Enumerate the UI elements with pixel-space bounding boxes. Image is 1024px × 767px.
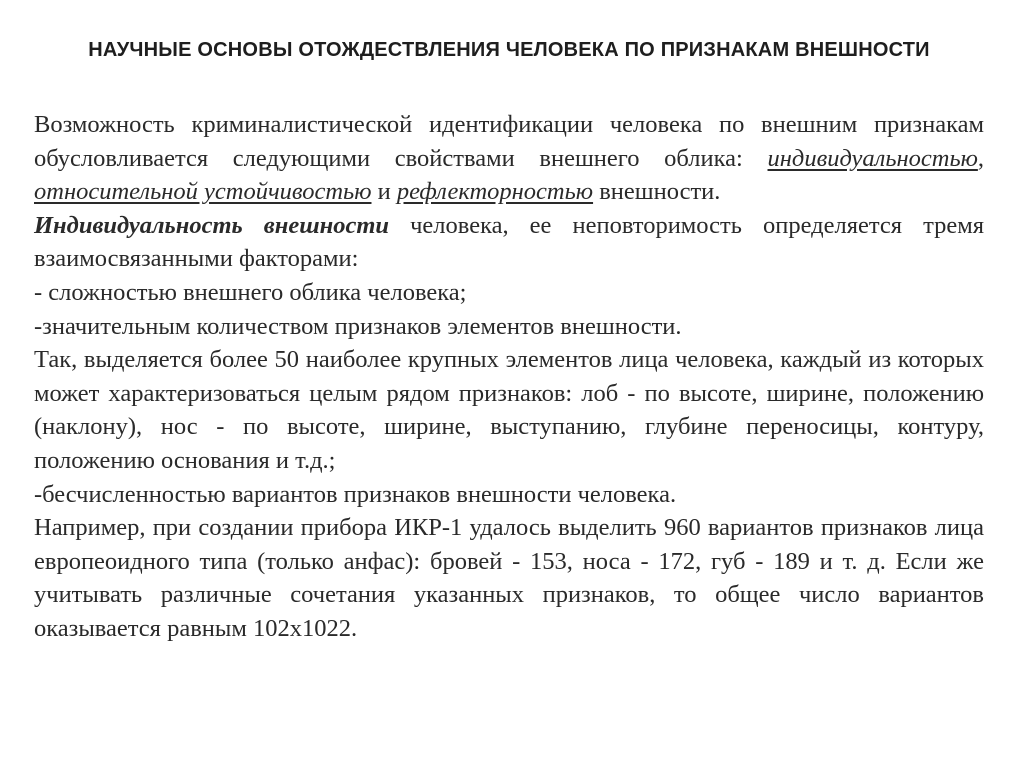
body-text [34, 108, 984, 646]
page-title: НАУЧНЫЕ ОСНОВЫ ОТОЖДЕСТВЛЕНИЯ ЧЕЛОВЕКА ПО ПРИЗНАКАМ ВНЕШНОСТИ [88, 39, 930, 61]
individuality-paragraph [34, 209, 984, 276]
term-individuality: индивидуальностью [767, 144, 978, 172]
intro-conjunction: и [371, 178, 397, 206]
example-face-elements: Так, выделяется более 50 наиболее крупных элементов лица человека, каждый из которых может характеризоваться целым рядом признаков: лоб - по высоте, ширине, положению (наклону), нос - по высоте, ширине, выступанию, глубине переносицы, контуру, положению основания и т.д.; [34, 346, 984, 474]
factor-complexity: - сложностью внешнего облика человека; [34, 278, 467, 306]
term-reflexivity: рефлекторностью [396, 178, 594, 206]
term-stability: относительной устойчивостью [34, 178, 372, 206]
slide [34, 36, 984, 646]
individuality-term: Индивидуальность внешности [34, 211, 390, 239]
factor-variants: -бесчисленностью вариантов признаков внешности человека. [34, 480, 677, 508]
individuality-text: человека, ее неповторимость определяется тремя взаимосвязанными факторами: [34, 211, 984, 273]
factor-number: -значительным количеством признаков элементов внешности. [34, 312, 682, 340]
intro-text: Возможность криминалистической идентификации человека по внешним признакам обусловливается следующими свойствами внешнего облика: [34, 111, 984, 172]
intro-ending: внешности. [593, 178, 721, 206]
intro-paragraph [34, 108, 984, 209]
example-ikr: Например, при создании прибора ИКР-1 удалось выделить 960 вариантов признаков лица европеоидного типа (только анфас): бровей - 153, носа - 172, губ - 189 и т. д. Если же учитывать различные сочетания указанных признаков, то общее число вариантов оказывается равным 102х1022. [34, 514, 984, 642]
intro-separator: , [977, 144, 984, 172]
